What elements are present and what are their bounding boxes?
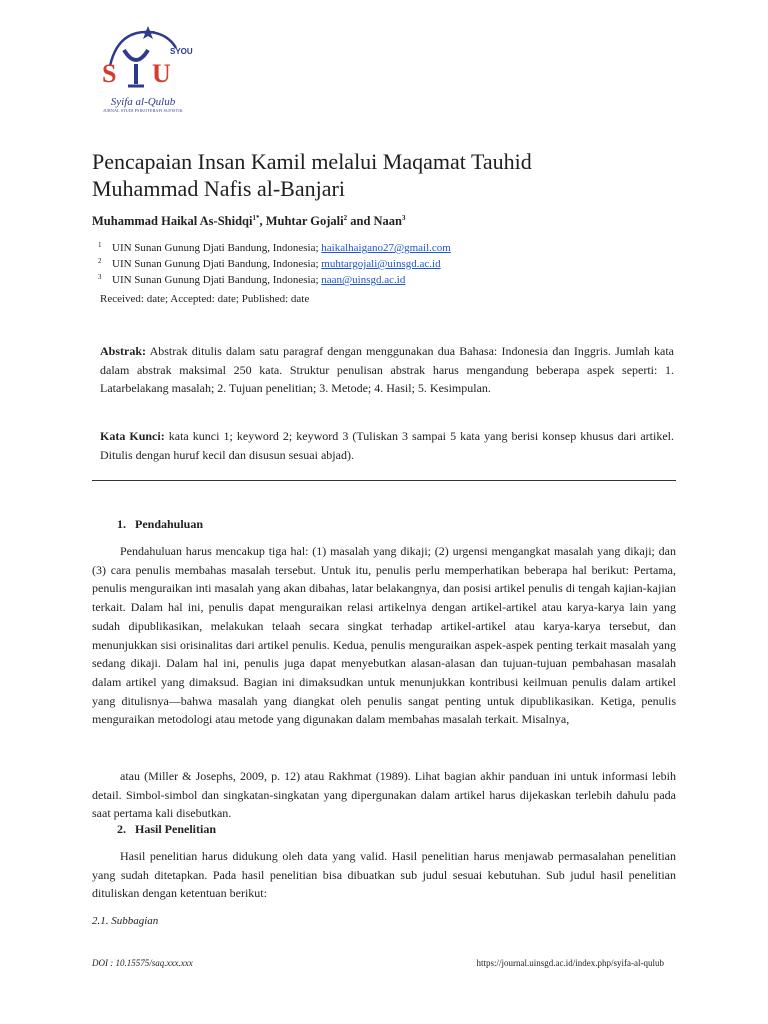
affiliation-text: UIN Sunan Gunung Djati Bandung, Indonesia;	[112, 274, 322, 286]
article-title-line2: Muhammad Nafis al-Banjari	[92, 176, 345, 201]
keywords-text: kata kunci 1; keyword 2; keyword 3 (Tuliskan 3 sampai 5 kata yang berisi konsep khusus dari artikel. Ditulis dengan huruf kecil dan disusun sesuai abjad).	[100, 429, 674, 462]
journal-logo-tagline: JURNAL STUDI PSIKOTERAPI SUFISTIK	[103, 108, 183, 113]
email-link-2[interactable]: muhtargojali@uinsgd.ac.id	[321, 258, 441, 270]
journal-logo-name: Syifa al-Qulub	[110, 96, 176, 108]
author-2-affil: 2	[343, 214, 348, 222]
subsection-heading: 2.1. Subbagian	[92, 915, 159, 927]
abstract-label: Abstrak:	[100, 344, 147, 358]
section-divider	[92, 480, 676, 481]
affiliation-text: UIN Sunan Gunung Djati Bandung, Indonesia;	[112, 258, 322, 270]
section-2-paragraph-1: Hasil penelitian harus didukung oleh data yang valid. Hasil penelitian harus menjawab permasalahan penelitian yang sudah ditetapkan. Pada hasil penelitian bisa dibuatkan sub judul sesuai kebutuhan. Sub judul hasil penelitian dituliskan dengan ketentuan berikut:	[92, 849, 676, 901]
abstract	[100, 342, 674, 398]
section-1-paragraph-1: Pendahuluan harus mencakup tiga hal: (1) masalah yang dikaji; (2) urgensi mengangkat masalah yang dikaji; dan (3) cara penulis membahas masalah tersebut. Untuk itu, penulis perlu memperhatikan beberapa hal berikut: Pertama, penulis menguraikan inti masalah yang akan dibahas, latar belakangnya, dan posisi artikel penulis di tengah kajian-kajian terkait. Dalam hal ini, penulis dapat menguraikan relasi artikelnya dengan artikel-artikel atau karya-karya lain yang sudah dipublikasikan, melakukan telaah secara singkat terhadap artikel-artikel atau karya-karya tersebut, dan menunjukkan sisi orisinalitas dari artikel penulis. Kedua, penulis menguraikan aspek-aspek penting terkait masalah yang sedang dikaji. Dalam hal ini, penulis juga dapat menyebutkan alasan-alasan dan tujuan-tujuan pembahasan masalah dalam artikel yang dimaksud. Bagian ini dimaksudkan untuk menunjukkan kontribusi keilmuan penulis dalam artikel yang ditulisnya—bahwa masalah yang diangkat oleh penulis sangat penting untuk dipublikasikan. Ketiga, penulis menguraikan metodologi atau metode yang digunakan dalam membahas masalah terkait. Misalnya,	[92, 544, 676, 727]
article-title-line1: Pencapaian Insan Kamil melalui Maqamat Tauhid	[92, 149, 532, 174]
article-title	[92, 148, 692, 202]
affiliation-3	[98, 269, 405, 288]
author-separator: and	[347, 214, 374, 229]
author-list	[92, 214, 406, 229]
svg-text:S: S	[102, 59, 117, 88]
footer-journal-url[interactable]: https://journal.uinsgd.ac.id/index.php/syifa-al-qulub	[476, 958, 664, 968]
keywords	[100, 427, 674, 464]
author-1-affil: 1*	[252, 214, 260, 222]
footer-doi: DOI : 10.15575/saq.xxx.xxx	[92, 958, 193, 968]
author-3-affil: 3	[402, 214, 406, 222]
affiliation-number: 2	[98, 257, 102, 265]
section-1-heading: 1. Pendahuluan	[117, 517, 204, 531]
author-separator: ,	[259, 214, 266, 229]
author-3: Naan	[373, 214, 403, 229]
journal-logo-emblem	[88, 20, 198, 100]
affiliation-text: UIN Sunan Gunung Djati Bandung, Indonesia;	[112, 242, 322, 254]
publication-dates: Received: date; Accepted: date; Published: date	[100, 293, 310, 305]
svg-text:SYOU: SYOU	[170, 47, 193, 56]
author-1: Muhammad Haikal As-Shidqi	[92, 214, 253, 229]
svg-text:U: U	[152, 59, 171, 88]
author-2: Muhtar Gojali	[265, 214, 344, 229]
keywords-label: Kata Kunci:	[100, 429, 165, 443]
affiliation-number: 1	[98, 241, 102, 249]
affiliation-number: 3	[98, 273, 102, 281]
section-1-paragraph-2: atau (Miller & Josephs, 2009, p. 12) atau Rakhmat (1989). Lihat bagian akhir panduan ini untuk informasi lebih detail. Simbol-simbol dan singkatan-singkatan yang dipergunakan dalam artikel harus dijekaskan terlebih dahulu pada saat pertama kali disebutkan.	[92, 769, 676, 821]
abstract-text: Abstrak ditulis dalam satu paragraf dengan menggunakan dua Bahasa: Indonesia dan Inggris. Jumlah kata dalam abstrak maksimal 250 kata. Struktur penulisan abstrak harus mengandung beberapa aspek seperti: 1. Latarbelakang masalah; 2. Tujuan penelitian; 3. Metode; 4. Hasil; 5. Kesimpulan.	[100, 344, 674, 395]
email-link-1[interactable]: haikalhaigano27@gmail.com	[321, 242, 451, 254]
journal-logo	[88, 20, 198, 115]
section-2-heading: 2. Hasil Penelitian	[117, 822, 216, 836]
email-link-3[interactable]: naan@uinsgd.ac.id	[321, 274, 406, 286]
